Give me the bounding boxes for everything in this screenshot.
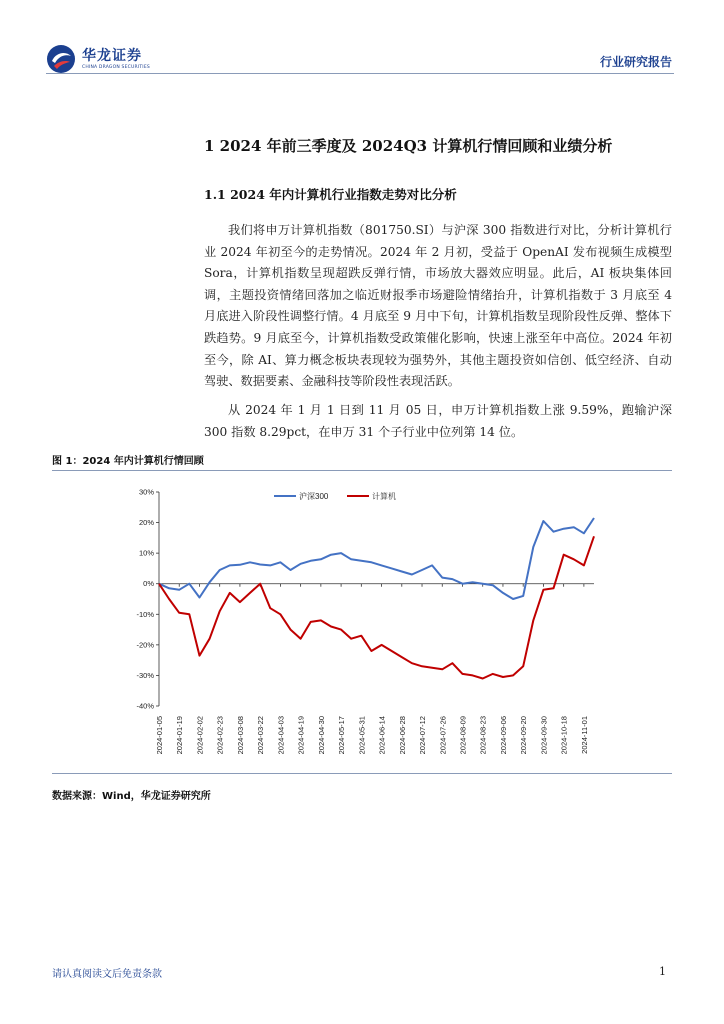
x-tick-label: 2024-05-31 [357, 716, 367, 755]
y-tick-label: -20% [136, 640, 154, 650]
x-tick-label: 2024-05-17 [337, 716, 347, 755]
figure-bottom-rule [52, 773, 672, 774]
x-tick-label: 2024-07-26 [438, 716, 448, 755]
subsection-heading: 1.1 2024 年内计算机行业指数走势对比分析 [204, 187, 457, 202]
series-line-1 [159, 536, 594, 678]
x-tick-label: 2024-02-23 [215, 716, 225, 755]
x-tick-label: 2024-03-22 [256, 716, 266, 755]
logo-mark-icon [46, 44, 76, 74]
logo-name: 华龙证券 [82, 48, 142, 64]
x-tick-label: 2024-09-30 [539, 716, 549, 755]
chart-legend [274, 491, 396, 501]
report-type: 行业研究报告 [599, 55, 672, 69]
x-tick-label: 2024-06-28 [397, 716, 407, 755]
y-tick-label: -30% [136, 670, 154, 680]
series-line-0 [159, 518, 594, 599]
x-tick-label: 2024-08-09 [458, 716, 468, 755]
logo-subtitle: CHINA DRAGON SECURITIES [82, 65, 150, 70]
y-tick-label: 10% [138, 548, 154, 558]
plot-area [159, 518, 594, 679]
legend-label-1: 计算机 [372, 492, 396, 501]
x-tick-label: 2024-04-03 [276, 716, 286, 755]
figure-source: 数据来源：Wind，华龙证券研究所 [52, 791, 211, 802]
x-tick-label: 2024-04-30 [316, 716, 326, 755]
body-paragraph-2: 从 2024 年 1 月 1 日到 11 月 05 日，申万计算机指数上涨 9.59%，跑输沪深 300 指数 8.29pct，在申万 31 个子行业中位列第 14 位。 [204, 403, 672, 439]
figure-top-rule [52, 470, 672, 471]
y-tick-label: -10% [136, 609, 154, 619]
page-number: 1 [659, 965, 666, 978]
x-tick-label: 2024-01-05 [155, 716, 164, 755]
x-tick-label: 2024-06-14 [377, 716, 387, 755]
y-axis [136, 488, 159, 711]
body-paragraph-1: 我们将申万计算机指数（801750.SI）与沪深 300 指数进行对比，分析计算机行业 2024 年初至今的走势情况。2024 年 2 月初，受益于 OpenAI 发布视频生成模型 Sora，计算机指数呈现超跌反弹行情，市场放大器效应明显。此后，AI 板块集体回调，主题投资情绪回落加之临近财报季市场避险情绪抬升，计算机指数于 3 月底至 4 月底进入阶段性调整行情。4 月底至 9 月中下旬，计算机指数呈现阶段性反弹、整体下跌趋势。9 月底至今，计算机指数受政策催化影响，快速上涨至年中高位。2024 年初至今，除 AI、算力概念板块表现较为强势外，其他主题投资如信创、低空经济、自动驾驶、数据要素、金融科技等阶段性表现活跃。 [204, 223, 672, 389]
x-tick-label: 2024-11-01 [579, 716, 589, 754]
y-tick-label: 30% [138, 487, 154, 497]
x-tick-label: 2024-03-08 [235, 716, 245, 755]
section-heading: 1 2024 年前三季度及 2024Q3 计算机行情回顾和业绩分析 [204, 137, 613, 155]
y-tick-label: 20% [138, 518, 154, 528]
header-divider [46, 73, 674, 74]
x-tick-label: 2024-09-20 [519, 716, 529, 755]
x-tick-label: 2024-02-02 [195, 716, 205, 755]
y-tick-label: -40% [136, 701, 154, 711]
x-tick-label: 2024-01-19 [175, 716, 185, 755]
figure-title: 图 1：2024 年内计算机行情回顾 [52, 456, 204, 467]
page-header [0, 0, 724, 80]
line-chart [52, 472, 672, 772]
disclaimer-note: 请认真阅读文后免责条款 [52, 969, 162, 980]
x-tick-label: 2024-09-06 [498, 716, 508, 755]
y-tick-label: 0% [143, 579, 154, 589]
company-logo [46, 44, 156, 74]
x-tick-label: 2024-08-23 [478, 716, 488, 755]
x-tick-label: 2024-04-19 [296, 716, 306, 755]
x-tick-label: 2024-10-18 [559, 716, 569, 755]
x-tick-label: 2024-07-12 [418, 716, 428, 755]
legend-label-0: 沪深300 [299, 492, 329, 501]
